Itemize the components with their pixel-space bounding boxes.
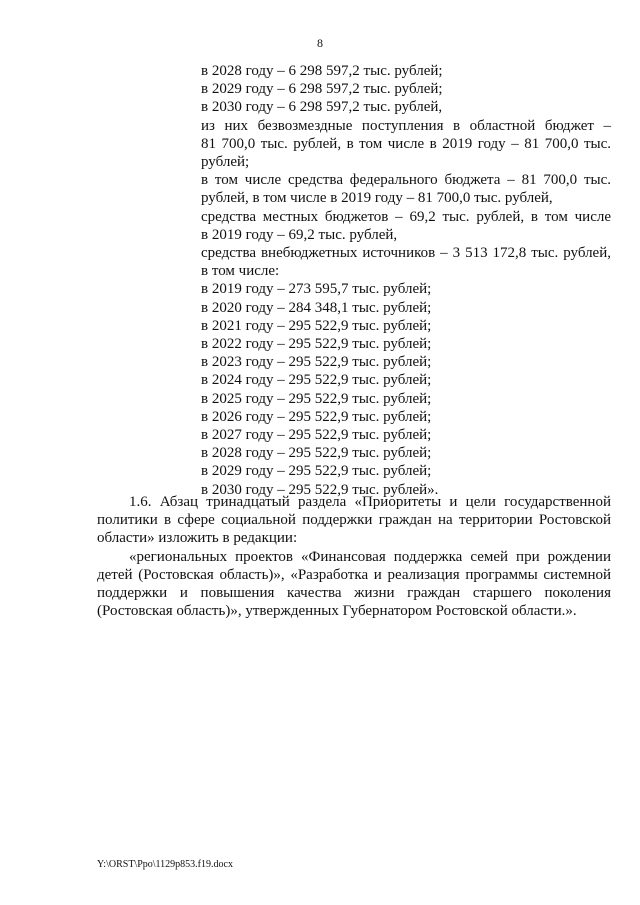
funding-list — [201, 62, 611, 499]
paragraph-line: детей (Ростовская область)», «Разработка и реализация программы системной — [97, 566, 611, 583]
paragraph-line: политики в сфере социальной поддержки граждан на территории Ростовской — [97, 512, 611, 529]
list-line: в том числе средства федерального бюджета – 81 700,0 тыс. — [201, 172, 611, 189]
list-line: средства местных бюджетов – 69,2 тыс. рублей, в том числе — [201, 208, 611, 225]
list-line: в 2025 году – 295 522,9 тыс. рублей; — [201, 390, 432, 407]
list-line: в 2027 году – 295 522,9 тыс. рублей; — [201, 427, 432, 444]
list-line: в 2022 году – 295 522,9 тыс. рублей; — [201, 336, 432, 353]
page-number: 8 — [317, 36, 323, 50]
list-line: в 2030 году – 295 522,9 тыс. рублей». — [201, 481, 439, 498]
list-line: в 2019 году – 69,2 тыс. рублей, — [201, 226, 398, 243]
list-line: в 2030 году – 6 298 597,2 тыс. рублей, — [201, 99, 443, 116]
list-line: в 2021 году – 295 522,9 тыс. рублей; — [201, 317, 432, 334]
list-line: в 2023 году – 295 522,9 тыс. рублей; — [201, 354, 432, 371]
list-line: в 2028 году – 295 522,9 тыс. рублей; — [201, 445, 432, 462]
paragraph-line: (Ростовская область)», утвержденных Губернатором Ростовской области.». — [97, 603, 577, 620]
amendment-paragraph — [97, 493, 611, 620]
paragraph-line: «региональных проектов «Финансовая поддержка семей при рождении — [129, 548, 611, 565]
list-line: в 2029 году – 6 298 597,2 тыс. рублей; — [201, 81, 443, 98]
list-line: 81 700,0 тыс. рублей, в том числе в 2019 году – 81 700,0 тыс. — [201, 135, 611, 152]
footer-file-path: Y:\ORST\Ppo\1129p853.f19.docx — [97, 859, 233, 870]
list-line: средства внебюджетных источников – 3 513 172,8 тыс. рублей, — [201, 245, 611, 262]
list-line: рублей; — [201, 154, 250, 171]
paragraph-line: области» изложить в редакции: — [97, 530, 298, 547]
list-line: рублей, в том числе в 2019 году – 81 700,0 тыс. рублей, — [201, 190, 553, 207]
list-line: в 2020 году – 284 348,1 тыс. рублей; — [201, 299, 432, 316]
list-line: в 2019 году – 273 595,7 тыс. рублей; — [201, 281, 432, 298]
list-line: из них безвозмездные поступления в областной бюджет – — [201, 117, 611, 134]
list-line: в 2029 году – 295 522,9 тыс. рублей; — [201, 463, 432, 480]
list-line: в 2024 году – 295 522,9 тыс. рублей; — [201, 372, 432, 389]
paragraph-line: поддержки и повышения качества жизни граждан старшего поколения — [97, 585, 611, 602]
list-line: в 2028 году – 6 298 597,2 тыс. рублей; — [201, 63, 443, 79]
list-line: в том числе: — [201, 263, 280, 280]
list-line: в 2026 году – 295 522,9 тыс. рублей; — [201, 408, 432, 425]
paragraph-line: 1.6. Абзац тринадцатый раздела «Приоритеты и цели государственной — [129, 494, 611, 510]
